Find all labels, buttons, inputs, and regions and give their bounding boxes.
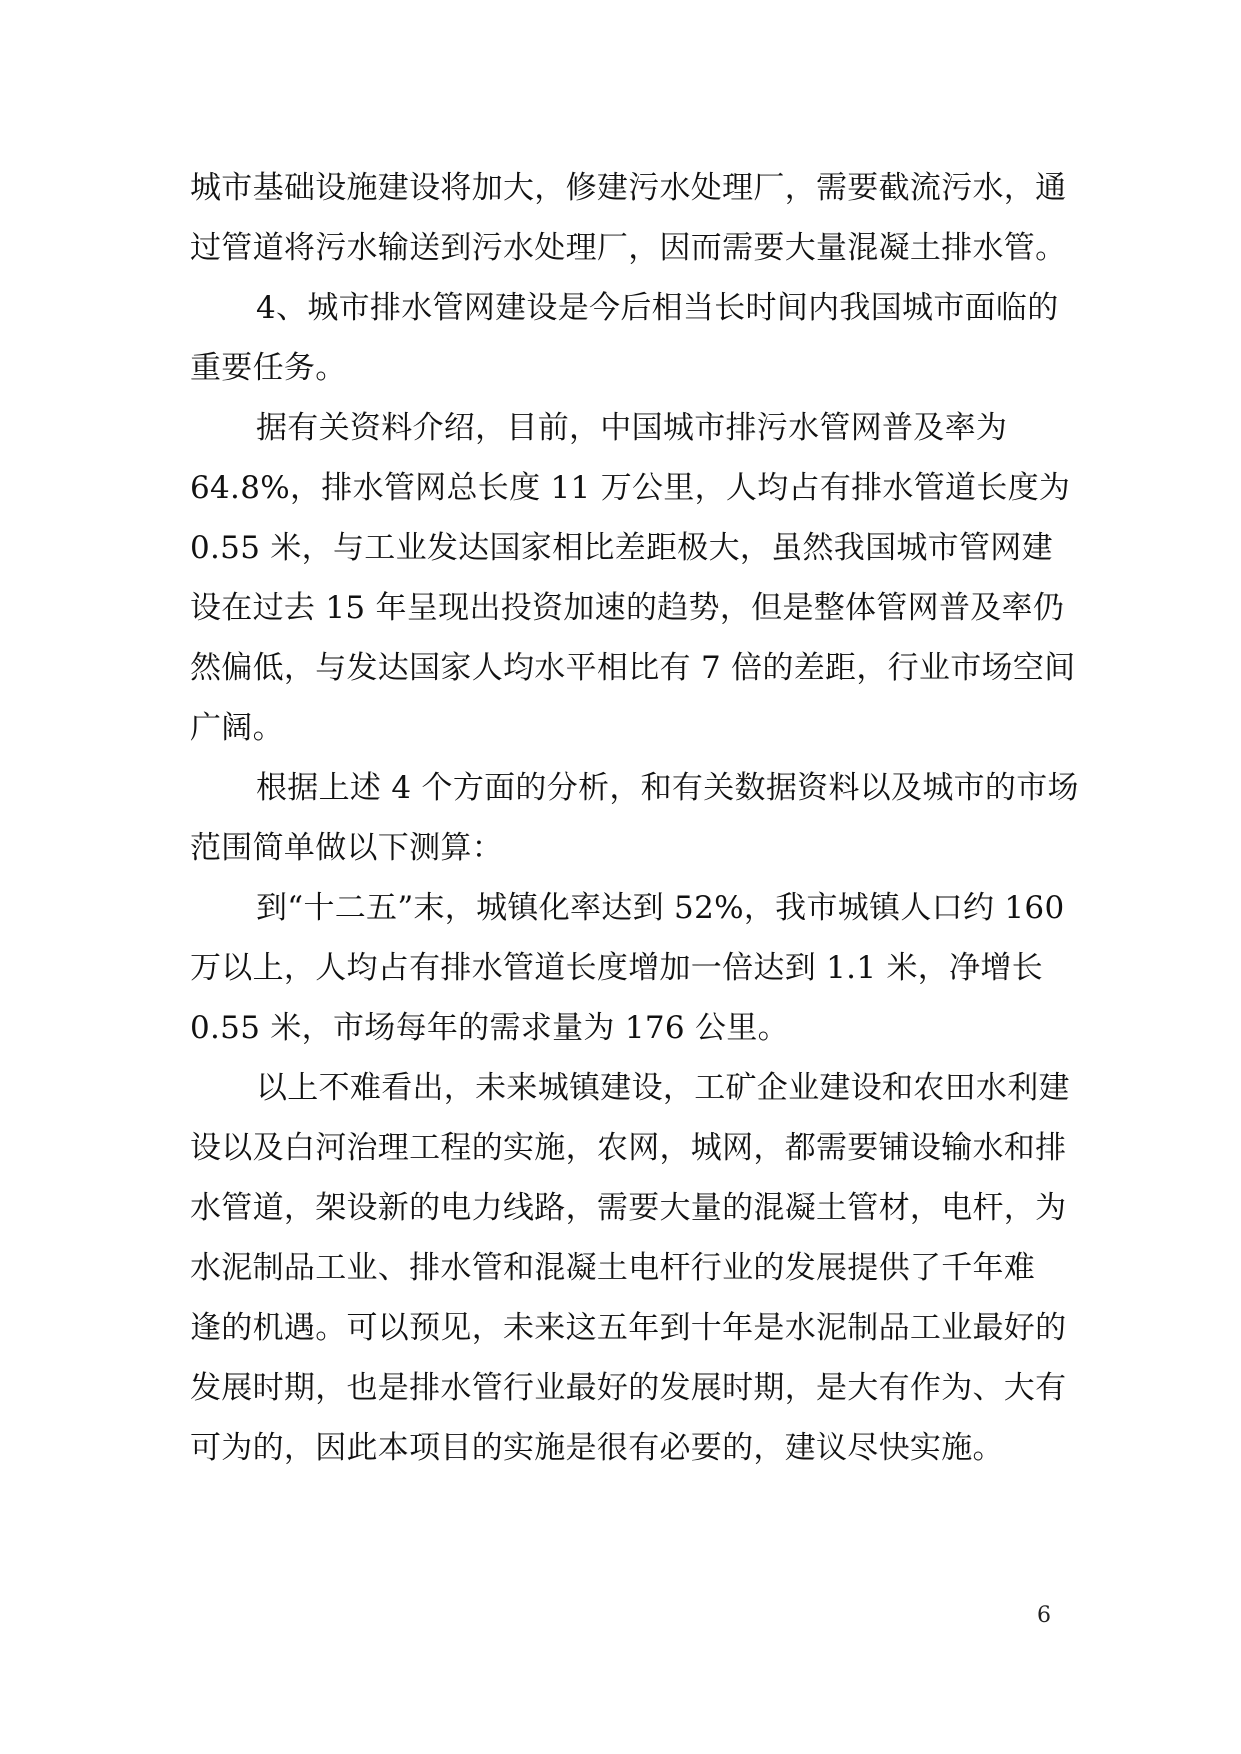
- text-line: 根据上述 4 个方面的分析，和有关数据资料以及城市的市场: [256, 770, 1079, 806]
- page-number: 6: [1037, 1603, 1051, 1628]
- text-line: 设以及白河治理工程的实施，农网，城网，都需要铺设输水和排: [190, 1130, 1067, 1166]
- text-line: 然偏低，与发达国家人均水平相比有 7 倍的差距，行业市场空间: [190, 650, 1076, 686]
- text-line: 水泥制品工业、排水管和混凝土电杆行业的发展提供了千年难: [190, 1250, 1036, 1286]
- text-line: 据有关资料介绍，目前，中国城市排污水管网普及率为: [256, 410, 1008, 446]
- text-line: 可为的，因此本项目的实施是很有必要的，建议尽快实施。: [190, 1430, 1004, 1466]
- text-line: 范围简单做以下测算：: [190, 830, 503, 866]
- text-line: 水管道，架设新的电力线路，需要大量的混凝土管材，电杆，为: [190, 1190, 1067, 1226]
- text-line: 64.8%，排水管网总长度 11 万公里，人均占有排水管道长度为: [190, 470, 1071, 506]
- text-line: 重要任务。: [190, 350, 347, 386]
- text-line: 设在过去 15 年呈现出投资加速的趋势，但是整体管网普及率仍: [190, 590, 1065, 626]
- text-line: 城市基础设施建设将加大，修建污水处理厂，需要截流污水，通: [190, 170, 1067, 206]
- text-line: 万以上，人均占有排水管道长度增加一倍达到 1.1 米，净增长: [190, 950, 1044, 986]
- text-line: 过管道将污水输送到污水处理厂，因而需要大量混凝土排水管。: [190, 230, 1067, 266]
- text-line: 发展时期，也是排水管行业最好的发展时期，是大有作为、大有: [190, 1370, 1067, 1406]
- text-line: 0.55 米，市场每年的需求量为 176 公里。: [190, 1010, 789, 1046]
- text-line: 逢的机遇。可以预见，未来这五年到十年是水泥制品工业最好的: [190, 1310, 1067, 1346]
- text-line: 0.55 米，与工业发达国家相比差距极大，虽然我国城市管网建: [190, 530, 1053, 566]
- text-line: 以上不难看出，未来城镇建设，工矿企业建设和农田水利建: [256, 1070, 1070, 1106]
- text-line: 到“十二五”末，城镇化率达到 52%，我市城镇人口约 160: [256, 890, 1065, 926]
- text-line: 广阔。: [190, 710, 284, 746]
- text-line: 4、城市排水管网建设是今后相当长时间内我国城市面临的: [256, 290, 1059, 326]
